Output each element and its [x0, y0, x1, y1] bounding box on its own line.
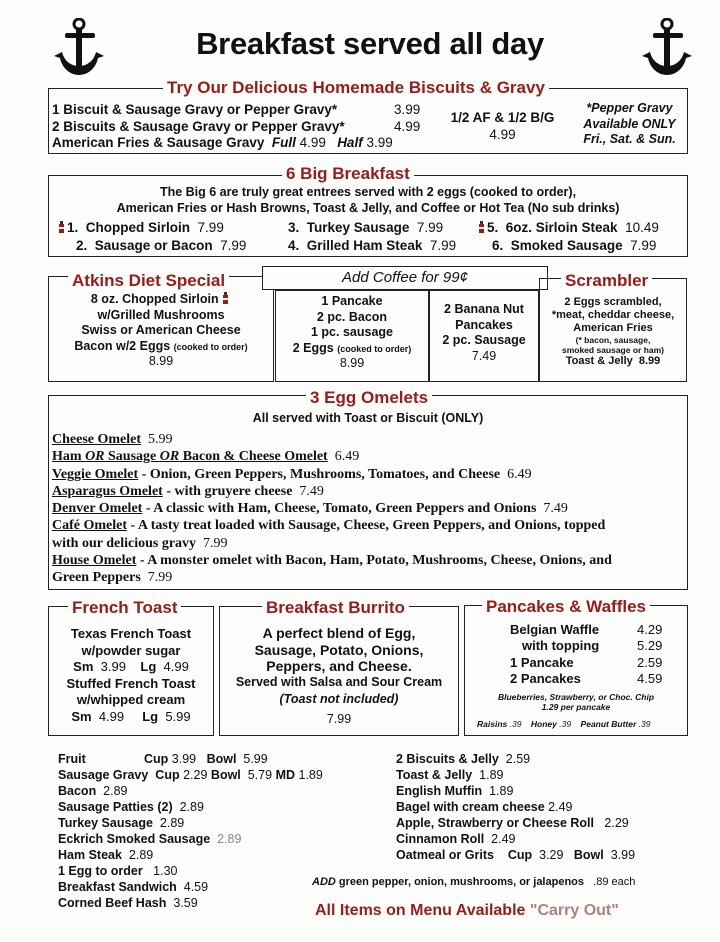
combo-line: 2 Banana Nut: [444, 302, 524, 316]
burrito-content: [221, 625, 457, 727]
big-item-3: 3. Turkey Sausage 7.99: [288, 220, 444, 235]
side-item: Sausage Gravy Cup 2.29 Bowl 5.79 MD 1.89: [58, 768, 323, 782]
note-line: Available ONLY: [583, 116, 676, 131]
sides-left: [58, 751, 323, 911]
combo-line: Pancakes: [455, 317, 513, 332]
pancakes-title: Pancakes & Waffles: [482, 597, 650, 617]
omelet-item: House Omelet - A monster omelet with Bacon, Ham, Potato, Mushrooms, Cheese, Onions, and: [52, 553, 612, 569]
side-item: Turkey Sausage 2.89: [58, 816, 185, 830]
big-item-4: 4. Grilled Ham Steak 7.99: [288, 238, 457, 253]
atkins-title: Atkins Diet Special: [68, 271, 229, 291]
full-label: Full: [271, 135, 296, 150]
coffee-banner-text: Add Coffee for 99¢: [342, 269, 468, 286]
omelet-item: Veggie Omelet - Onion, Green Peppers, Mushrooms, Tomatoes, and Cheese 6.49: [52, 466, 532, 482]
combo-line: 2 pc. Bacon: [316, 309, 388, 324]
ft-line: Texas French Toast: [70, 626, 192, 641]
omelet-item: Asparagus Omelet - with gruyere cheese 7.49: [52, 483, 324, 499]
anchor-icon-left: [52, 18, 108, 80]
combo-line: 2 Eggs: [292, 340, 334, 355]
side-item: 2 Biscuits & Jelly 2.59: [396, 752, 531, 766]
item-name: 2 Biscuits & Sausage Gravy or Pepper Gravy*: [52, 118, 345, 134]
burrito-line: Sausage, Potato, Onions,: [254, 641, 424, 658]
footer-carry-out: All Items on Menu Available "Carry Out": [315, 902, 619, 919]
description-line: The Big 6 are truly great entrees served with 2 eggs (cooked to order),: [159, 185, 577, 199]
side-item: Oatmeal or Grits Cup 3.29 Bowl 3.99: [396, 848, 636, 862]
ft-line: Stuffed French Toast: [66, 675, 196, 691]
burrito-served: Served with Salsa and Sour Cream: [235, 674, 443, 689]
omelet-item-cont: Green Peppers 7.99: [52, 570, 173, 586]
pancake-addons-note: Blueberries, Strawberry, or Choc. Chip 1.29 per pancake: [497, 692, 655, 712]
side-item: Bacon 2.89: [58, 784, 128, 798]
omelet-item: Denver Omelet - A classic with Ham, Cheese, Tomato, Green Peppers and Onions 7.49: [52, 501, 568, 517]
omelet-item: Cheese Omelet 5.99: [52, 432, 173, 447]
side-item: Fruit Cup 3.99 Bowl 5.99: [58, 752, 268, 766]
big-breakfast-description: [50, 185, 686, 216]
lighthouse-icon: [478, 221, 485, 233]
ft-line: w/whipped cream: [76, 692, 186, 707]
omelet-item: Ham OR Sausage OR Bacon & Cheese Omelet 6.49: [52, 449, 360, 465]
big-item-5: 5. 6oz. Sirloin Steak 10.49: [478, 220, 659, 237]
description-line: American Fries or Hash Browns, Toast & Jelly, and Coffee or Hot Tea (No sub drinks): [116, 200, 620, 215]
coffee-combo-2: [430, 302, 538, 364]
combo-line: 2 pc. Sausage: [442, 333, 526, 347]
page-title: Breakfast served all day: [196, 26, 544, 61]
big-breakfast-items: [58, 220, 688, 256]
note-line: Fri., Sat. & Sun.: [583, 132, 676, 146]
item-name: 1/2 AF & 1/2 B/G: [450, 110, 555, 125]
side-item: Ham Steak 2.89: [58, 848, 154, 862]
scrambler-note: (* bacon, sausage,: [575, 335, 651, 345]
atkins-note: (cooked to order): [173, 341, 248, 352]
side-item: Cinnamon Roll 2.49: [396, 832, 516, 846]
omelets-subtitle: All served with Toast or Biscuit (ONLY): [252, 411, 484, 425]
pancake-item: with topping 5.29: [522, 638, 663, 654]
french-toast-content: Texas French Toast w/powder sugar Sm 3.99 Lg 4.99 Stuffed French Toast w/whipped cream Sm 4.99 Lg 5.99: [50, 626, 212, 725]
ft-line: w/powder sugar: [81, 642, 181, 658]
combo-line: 1 Pancake: [321, 294, 383, 308]
side-item: Sausage Patties (2) 2.89: [58, 800, 204, 814]
omelets-list: [52, 431, 684, 587]
scrambler-note: smoked sausage or ham): [561, 345, 665, 355]
atkins-line: w/Grilled Mushrooms: [97, 307, 225, 322]
side-item: Bagel with cream cheese 2.49: [396, 800, 573, 814]
combo-price: 7.49: [471, 348, 497, 363]
side-item: Corned Beef Hash 3.59: [58, 896, 198, 910]
biscuits-gravy-title: Try Our Delicious Homemade Biscuits & Gravy: [163, 78, 549, 98]
side-item: 1 Egg to order 1.30: [58, 864, 178, 878]
burrito-line: Peppers, and Cheese.: [266, 658, 412, 674]
burrito-title: Breakfast Burrito: [262, 598, 409, 618]
combo-note: (cooked to order): [337, 343, 412, 354]
item-name: 1 Biscuit & Sausage Gravy or Pepper Gravy*: [52, 102, 338, 117]
atkins-price: 8.99: [148, 354, 174, 368]
side-item: English Muffin 1.89: [396, 784, 514, 798]
pancake-item: Belgian Waffle 4.29: [510, 622, 663, 637]
lighthouse-icon: [222, 292, 229, 304]
half-half-item: [440, 110, 565, 143]
big-item-1: 1. Chopped Sirloin 7.99: [58, 220, 224, 237]
atkins-line: Bacon w/2 Eggs: [74, 338, 171, 353]
combo-line: 1 pc. sausage: [311, 325, 393, 339]
omelet-item-cont: with our delicious gravy 7.99: [52, 535, 228, 551]
anchor-icon-right: [640, 18, 696, 80]
omelet-item: Café Omelet - A tasty treat loaded with Sausage, Cheese, Green Peppers, and Onions, topped: [52, 518, 606, 534]
item-price: 4.99: [489, 126, 516, 142]
atkins-line: 8 oz. Chopped Sirloin: [90, 292, 219, 306]
scrambler-title: Scrambler: [561, 271, 652, 291]
pancake-extras: Raisins .39 Honey .39 Peanut Butter .39: [477, 719, 651, 729]
side-item: Eckrich Smoked Sausage 2.89: [58, 832, 242, 846]
pancake-item: 2 Pancakes 4.59: [510, 670, 663, 686]
item-price: 4.99: [394, 118, 421, 134]
big-item-6: 6. Smoked Sausage 7.99: [492, 238, 657, 253]
scrambler-price: 8.99: [638, 355, 661, 367]
coffee-combo-1: [276, 294, 428, 372]
side-item: Toast & Jelly 1.89: [396, 768, 504, 782]
pepper-gravy-note: [572, 101, 687, 148]
atkins-line: Swiss or American Cheese: [81, 323, 241, 337]
big-breakfast-title: 6 Big Breakfast: [282, 164, 414, 184]
omelets-title: 3 Egg Omelets: [306, 388, 432, 408]
half-label: Half: [337, 135, 363, 150]
biscuits-gravy-items: [52, 102, 421, 152]
pancake-item: 1 Pancake 2.59: [510, 654, 663, 670]
scrambler-line: 2 Eggs scrambled,: [564, 296, 662, 308]
burrito-price: 7.99: [326, 711, 352, 726]
scrambler-line: American Fries: [573, 322, 653, 334]
item-price: 3.99: [394, 102, 421, 117]
item-name: American Fries & Sausage Gravy: [52, 135, 265, 150]
item-price: 4.99: [299, 135, 326, 150]
lighthouse-icon: [58, 221, 65, 233]
add-note: ADD green pepper, onion, mushrooms, or jalapenos .89 each: [312, 876, 636, 888]
pancakes-list: [465, 622, 687, 687]
french-toast-title: French Toast: [68, 598, 181, 618]
note-line: *Pepper Gravy: [586, 101, 673, 115]
scrambler-line: *meat, cheddar cheese,: [551, 309, 675, 321]
sides-right: [396, 751, 635, 863]
atkins-content: [50, 292, 272, 370]
item-price: 3.99: [366, 135, 393, 150]
side-item: Apple, Strawberry or Cheese Roll 2.29: [396, 816, 629, 830]
combo-price: 8.99: [339, 356, 365, 370]
side-item: Breakfast Sandwich 4.59: [58, 880, 209, 894]
scrambler-content: [540, 296, 686, 368]
burrito-note: (Toast not included): [279, 692, 399, 706]
burrito-line: A perfect blend of Egg,: [262, 625, 416, 641]
scrambler-toast: Toast & Jelly: [565, 355, 633, 367]
big-item-2: 2. Sausage or Bacon 7.99: [76, 238, 247, 253]
